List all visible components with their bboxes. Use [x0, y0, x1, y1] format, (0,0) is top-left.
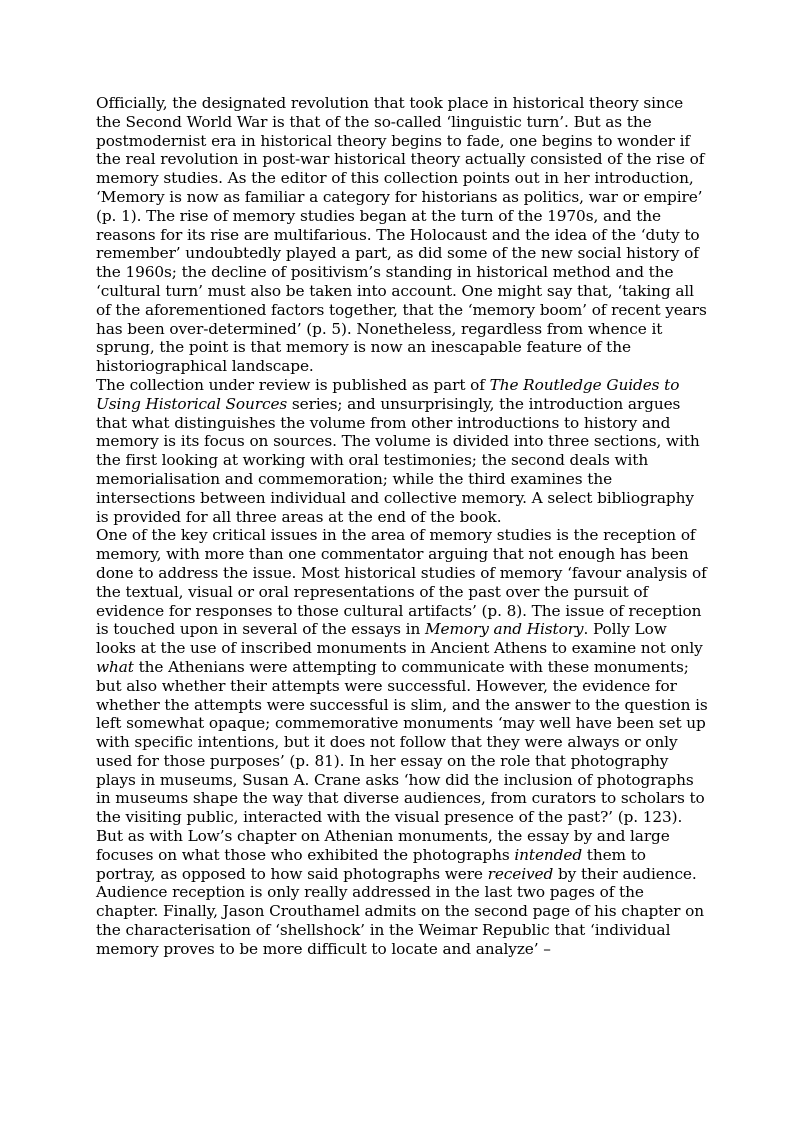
paragraph-text: . Polly Low looks at the use of inscribed monuments in Ancient Athens to examine not only	[96, 620, 703, 658]
book-title: Memory and History	[424, 620, 584, 639]
paragraph-text: them to portray, as opposed to how said photographs were	[96, 845, 646, 883]
document-body	[96, 94, 708, 959]
paragraph-collection	[96, 376, 708, 526]
paragraph-intro	[96, 94, 708, 376]
emphasis-received: received	[487, 864, 554, 883]
paragraph-text: One of the key critical issues in the area of memory studies is the reception of memory, with more than one commentator arguing that not enough has been done to address the issue. Most historical studies of memory ‘favour analysis of the textual, visual or oral representations of the past over the pursuit of evidence for responses to those cultural artifacts’ (p. 8). The issue of reception is touched upon in several of the essays in	[96, 526, 707, 639]
paragraph-text: Officially, the designated revolution that took place in historical theory since the Second World War is that of the so-called ‘linguistic turn’. But as the postmodernist era in historical theory begins to fade, one begins to wonder if the real revolution in post-war historical theory actually consisted of the rise of memory studies. As the editor of this collection points out in her introduction, ‘Memory is now as familiar a category for historians as politics, war or empire’ (p. 1). The rise of memory studies began at the turn of the 1970s, and the reasons for its rise are multifarious. The Holocaust and the idea of the ‘duty to remember’ undoubtedly played a part, as did some of the new social history of the 1960s; the decline of positivism’s standing in historical method and the ‘cultural turn’ must also be taken into account. One might say that, ‘taking all of the aforementioned factors together, that the ‘memory boom’ of recent years has been over-determined’ (p. 5). Nonetheless, regardless from whence it sprung, the point is that memory is now an inescapable feature of the historiographical landscape.	[96, 94, 707, 376]
paragraph-reception	[96, 526, 708, 958]
paragraph-text: by their audience. Audience reception is only really addressed in the last two pages of the chapter. Finally, Jason Crouthamel admits on the second page of his chapter on the characterisation of ‘shellshock’ in the Weimar Republic that ‘individual memory proves to be more difficult to locate and analyze’ –	[96, 864, 704, 958]
emphasis-what: what	[96, 657, 134, 676]
series-title: The Routledge Guides to Using Historical Sources	[96, 375, 680, 413]
emphasis-intended: intended	[514, 845, 583, 864]
paragraph-text: The collection under review is published as part of	[96, 375, 490, 394]
paragraph-text: series; and unsurprisingly, the introduction argues that what distinguishes the volume from other introductions to history and memory is its focus on sources. The volume is divided into three sections, with the first looking at working with oral testimonies; the second deals with memorialisation and commemoration; while the third examines the intersections between individual and collective memory. A select bibliography is provided for all three areas at the end of the book.	[96, 394, 700, 526]
paragraph-text: the Athenians were attempting to communicate with these monuments; but also whether their attempts were successful. However, the evidence for whether the attempts were successful is slim, and the answer to the question is left somewhat opaque; commemorative monuments ‘may well have been set up with specific intentions, but it does not follow that they were always or only used for those purposes’ (p. 81). In her essay on the role that photography plays in museums, Susan A. Crane asks ‘how did the inclusion of photographs in museums shape the way that diverse audiences, from curators to scholars to the visiting public, interacted with the visual presence of the past?’ (p. 123). But as with Low’s chapter on Athenian monuments, the essay by and large focuses on what those who exhibited the photographs	[96, 657, 708, 864]
